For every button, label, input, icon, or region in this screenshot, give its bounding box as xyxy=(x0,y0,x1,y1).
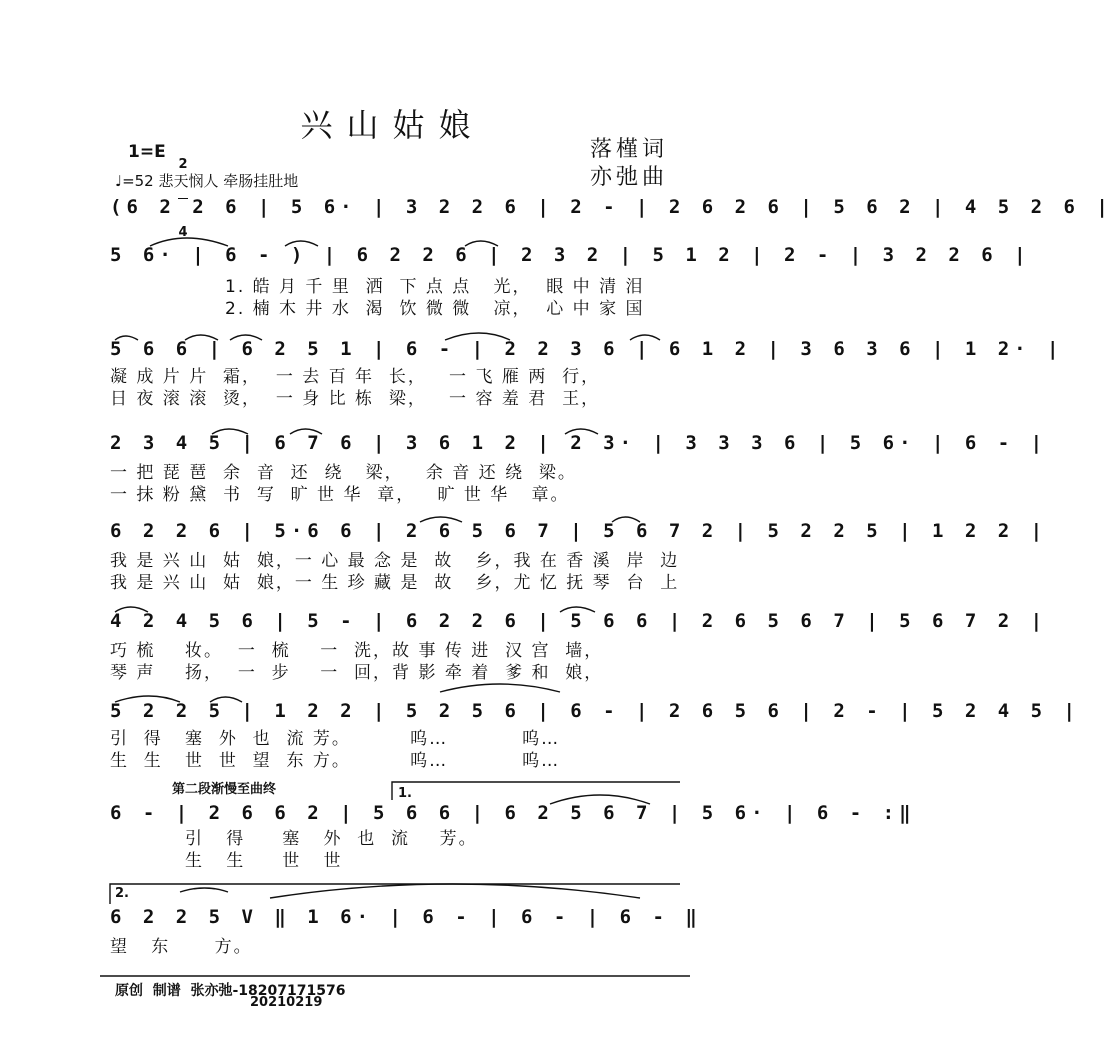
slur-arc xyxy=(565,429,598,434)
volta-1-bracket xyxy=(392,782,680,800)
time-signature-bottom: 4 xyxy=(178,225,188,240)
section-note: 第二段渐慢至曲终 xyxy=(172,782,277,797)
slur-arc xyxy=(445,333,510,340)
notation-line-8: 6 - | 2 6 6 2 | 5 6 6 | 6 2 5 6 7 | 5 6· | 6 - :‖ xyxy=(110,802,916,824)
lyric-line-3b: 日 夜 滚 滚 烫， 一 身 比 栋 梁， 一 容 羞 君 王， xyxy=(110,389,601,409)
key-signature: 1=E xyxy=(128,142,166,162)
slur-arc xyxy=(212,429,248,434)
notation-line-7: 5 2 2 5 | 1 2 2 | 5 2 5 6 | 6 - | 2 6 5 6 | 2 - | 5 2 4 5 | xyxy=(110,700,1080,722)
slur-arc xyxy=(612,517,640,522)
lyric-line-9a: 望 东 方。 xyxy=(110,937,253,957)
slur-arc xyxy=(210,697,242,702)
slur-arc xyxy=(185,335,218,340)
notation-line-9: 6 2 2 5 V ‖ 1 6· | 6 - | 6 - | 6 - ‖ xyxy=(110,906,702,928)
lyric-line-8b: 生 生 世 世 xyxy=(185,851,343,871)
slur-arc xyxy=(630,335,660,340)
slur-arc xyxy=(285,241,318,246)
lyric-line-3a: 凝 成 片 片 霜， 一 去 百 年 长， 一 飞 雁 两 行， xyxy=(110,367,601,387)
slur-arc xyxy=(465,241,498,246)
lyric-line-6a: 巧 梳 妆。 一 梳 一 洗，故 事 传 进 汉 宫 墙， xyxy=(110,641,604,661)
lyric-line-5b: 我 是 兴 山 姑 娘，一 生 珍 藏 是 故 乡，尤 忆 抚 琴 台 上 xyxy=(110,573,680,593)
tempo-marking: ♩=52 悲天悯人 牵肠挂肚地 xyxy=(115,172,299,190)
song-title: 兴山姑娘 xyxy=(300,106,485,144)
lyric-line-4a: 一 把 琵 琶 余 音 还 绕 梁， 余 音 还 绕 梁。 xyxy=(110,463,577,483)
notation-line-1: (6 2 2 6 | 5 6· | 3 2 2 6 | 2 - | 2 6 2 6 | 5 6 2 | 4 5 2 6 | xyxy=(110,196,1113,218)
notation-line-3: 5 6 6 | 6 2 5 1 | 6 - | 2 2 3 6 | 6 1 2 | 3 6 3 6 | 1 2· | xyxy=(110,338,1064,360)
time-signature-top: 2 xyxy=(178,157,188,172)
slur-arc xyxy=(550,795,650,804)
notation-line-4: 2 3 4 5 | 6 7 6 | 3 6 1 2 | 2 3· | 3 3 3 6 | 5 6· | 6 - | xyxy=(110,432,1048,454)
slur-arc xyxy=(290,429,322,434)
lyric-line-4b: 一 抹 粉 黛 书 写 旷 世 华 章， 旷 世 华 章。 xyxy=(110,485,570,505)
footer-date: 20210219 xyxy=(250,995,323,1010)
lyric-line-8a: 引 得 塞 外 也 流 芳。 xyxy=(185,829,478,849)
lyric-line-7a: 引 得 塞 外 也 流 芳。 呜… 呜… xyxy=(110,729,561,749)
lyric-line-2b: 2. 楠 木 井 水 渴 饮 微 微 凉， 心 中 家 国 xyxy=(225,299,645,319)
slur-arc xyxy=(115,336,138,340)
lyric-line-5a: 我 是 兴 山 姑 娘，一 心 最 念 是 故 乡，我 在 香 溪 岸 边 xyxy=(110,551,680,571)
slur-arc xyxy=(150,238,228,246)
notation-line-2: 5 6· | 6 - ) | 6 2 2 6 | 2 3 2 | 5 1 2 | 2 - | 3 2 2 6 | xyxy=(110,244,1031,266)
lyric-line-7b: 生 生 世 世 望 东 方。 呜… 呜… xyxy=(110,751,561,771)
notation-line-6: 4 2 4 5 6 | 5 - | 6 2 2 6 | 5 6 6 | 2 6 5 6 7 | 5 6 7 2 | xyxy=(110,610,1048,632)
notation-line-5: 6 2 2 6 | 5·6 6 | 2 6 5 6 7 | 5 6 7 2 | 5 2 2 5 | 1 2 2 | xyxy=(110,520,1048,542)
slur-arc xyxy=(420,517,462,522)
slur-arc xyxy=(115,607,148,612)
slur-arc xyxy=(560,607,595,612)
composer-credit: 亦弛曲 xyxy=(590,165,669,190)
slur-arc xyxy=(230,335,262,340)
lyricist-credit: 落槿词 xyxy=(590,137,669,162)
lyric-line-2a: 1. 皓 月 千 里 洒 下 点 点 光， 眼 中 清 泪 xyxy=(225,277,645,297)
slur-arc xyxy=(440,684,560,692)
lyric-line-6b: 琴 声 扬， 一 步 一 回，背 影 牵 着 爹 和 娘， xyxy=(110,663,604,683)
volta-2-bracket xyxy=(110,884,680,904)
slur-arc xyxy=(270,884,640,898)
volta-1-label: 1. xyxy=(398,786,412,801)
volta-2-label: 2. xyxy=(115,886,129,901)
slur-arc xyxy=(115,696,180,702)
slur-arc xyxy=(180,888,228,892)
footer-credit: 原创 制谱 张亦弛-18207171576 xyxy=(115,983,346,999)
